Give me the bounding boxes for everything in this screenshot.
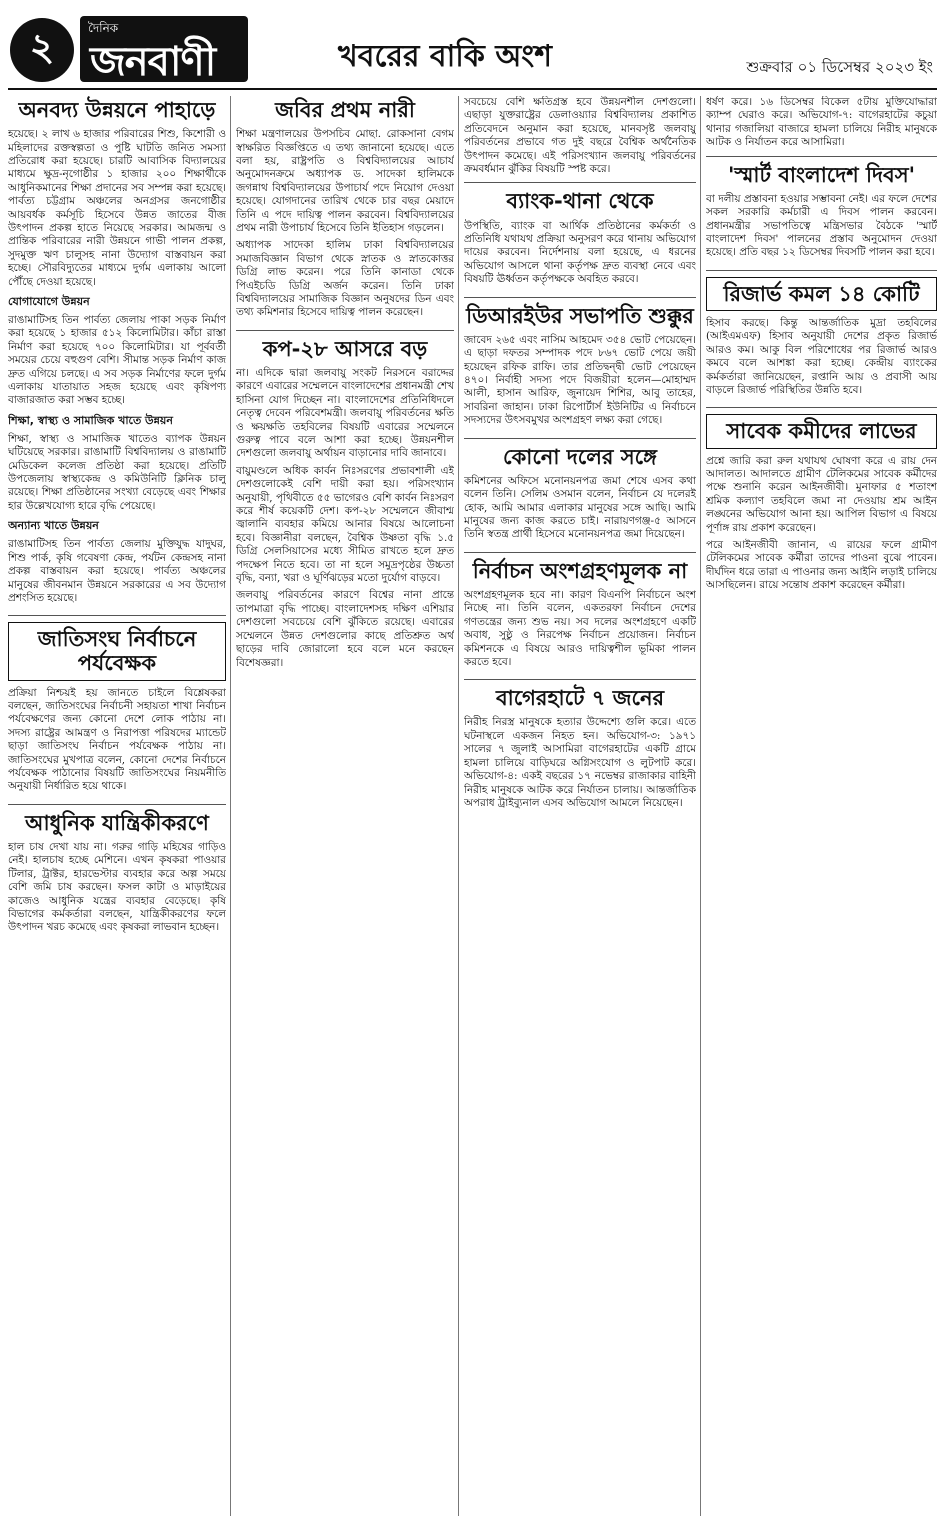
headline: 'স্মার্ট বাংলাদেশ দিবস'	[727, 162, 916, 187]
column-rule	[458, 96, 459, 1516]
subheading: অন্যান্য খাতে উন্নয়ন	[8, 519, 99, 533]
column-1	[8, 96, 226, 1516]
article-body: পরে আইনজীবী জানান, এ রায়ের ফলে গ্রামীণ টেলিকমের সাবেক কর্মীরা তাদের পাওনা বুঝে পাবেন। দীর্ঘদিন ধরে তারা এ পাওনার জন্য আইনি লড়াই চালিয়ে আসছিলেন। রায়ে সন্তোষ প্রকাশ করেছেন কর্মীরা।	[706, 538, 937, 592]
divider	[8, 615, 226, 616]
article-body: না। এদিকে দ্বারা জলবায়ু সংকট নিরসনে বরাদ্দের কারণে এবারের সম্মেলনে বাংলাদেশের প্রধানমন্ত্রী শেখ হাসিনা যোগ দিচ্ছেন না। বাংলাদেশের প্রতিনিধিদলে নেতৃত্ব দেবেন পরিবেশমন্ত্রী। জলবায়ু পরিবর্তনের ক্ষতি ও ক্ষয়ক্ষতি তহবিলের বিষয়টি এবারের সম্মেলনে গুরুত্ব পাবে বলে আশা করা হচ্ছে। উন্নয়নশীল দেশগুলো জলবায়ু অর্থায়ন বাড়ানোর দাবি জানাবে।	[236, 366, 454, 460]
column-2	[236, 96, 454, 1516]
subheading: যোগাযোগে উন্নয়ন	[8, 295, 90, 309]
article-body: জাবেদ ২৬৫ এবং নাসিম আহমেদ ৩৫৪ ভোট পেয়েছেন। এ ছাড়া দফতর সম্পাদক পদে ৮৬৭ ভোট পেয়ে জয়ী হয়েছেন রফিক রাফি। তার প্রতিদ্বন্দ্বী ভোট পেয়েছেন ৪৭০। নির্বাহী সদস্য পদে বিজয়ীরা হলেন—মোহাম্মদ আলী, হাসান আরিফ, জুনায়েদ শিশির, আবু তাহের, সাবরিনা জাহান। ঢাকা রিপোর্টার্স ইউনিটির এ নির্বাচনে সদস্যদের উৎসবমুখর অংশগ্রহণ লক্ষ্য করা গেছে।	[464, 333, 696, 427]
divider	[464, 438, 696, 439]
headline: সাবেক কমীদের লাভের	[706, 414, 937, 448]
subheading: শিক্ষা, স্বাস্থ্য ও সামাজিক খাতে উন্নয়ন	[8, 413, 173, 427]
headline: নির্বাচন অংশগ্রহণমূলক না	[472, 558, 688, 583]
issue-date: শুক্রবার ০১ ডিসেম্বর ২০২৩ ইং	[746, 58, 933, 76]
article-body: অধ্যাপক সাদেকা হালিম ঢাকা বিশ্ববিদ্যালয়ের সমাজবিজ্ঞান বিভাগ থেকে স্নাতক ও স্নাতকোত্তর ডিগ্রি লাভ করেন। পরে তিনি কানাডা থেকে পিএইচডি ডিগ্রি অর্জন করেন। তিনি ঢাকা বিশ্ববিদ্যালয়ের সামাজিক বিজ্ঞান অনুষদের ডিন এবং তথ্য কমিশনার হিসেবে দায়িত্ব পালন করেছেন।	[236, 239, 454, 319]
column-3	[464, 96, 696, 1516]
article-body: নিরীহ নিরস্ত্র মানুষকে হত্যার উদ্দেশ্যে গুলি করে। এতে ঘটনাস্থলে একজন নিহত হন। অভিযোগ-৩: ১৯৭১ সালের ৭ জুলাই আসামিরা বাগেরহাটের একটি গ্রামে হামলা চালিয়ে বাড়িঘরে অগ্নিসংযোগ ও লুটপাট করে। অভিযোগ-৪: একই বছরের ১৭ নভেম্বর রাজাকার বাহিনী নিরীহ মানুষকে আটক করে নির্যাতন চালায়। আন্তর্জাতিক অপরাধ ট্রাইব্যুনাল এসব অভিযোগ আমলে নিয়েছেন।	[464, 716, 696, 809]
section-title: খবরের বাকি অংশ	[338, 39, 552, 74]
article-dru-president	[464, 304, 696, 428]
column-4	[706, 96, 937, 1516]
divider	[236, 330, 454, 331]
article-body: জলবায়ু পরিবর্তনের কারণে বিশ্বের নানা প্রান্তে তাপমাত্রা বৃদ্ধি পাচ্ছে। বাংলাদেশসহ দক্ষিণ এশিয়ার দেশগুলো সবচেয়ে বেশি ঝুঁকিতে রয়েছে। এবারের সম্মেলনে উন্নত দেশগুলোর কাছে প্রতিশ্রুত অর্থ ছাড়ের দাবি জোরালো হবে বলে মনে করছেন বিশেষজ্ঞরা।	[236, 589, 454, 669]
headline: আধুনিক যান্ত্রিকীকরণে	[25, 810, 209, 835]
article-un-observer	[8, 622, 226, 794]
logo-name: জনবাণী	[90, 39, 216, 85]
article-body: রাঙামাটিসহ তিন পার্বত্য জেলায় পাকা সড়ক নির্মাণ করা হয়েছে ১ হাজার ৫১২ কিলোমিটার। কাঁচা রাস্তা নির্মাণ করা হয়েছে ৭০০ কিলোমিটার। যা পূর্ববর্তী সময়ের চেয়ে বহুগুণ বেশি। সীমান্ত সড়ক নির্মাণ কাজ দ্রুত এগিয়ে চলছে। এ সব সড়ক নির্মাণের ফলে দুর্গম এলাকায় যাতায়াত সহজ হয়েছে এবং কৃষিপণ্য বাজারজাত করা সম্ভব হচ্ছে।	[8, 314, 226, 407]
article-any-party	[464, 445, 696, 542]
article-election-not-inclusive	[464, 559, 696, 670]
masthead	[8, 8, 937, 90]
column-rule	[700, 96, 701, 1516]
divider	[464, 182, 696, 183]
headline: অনবদ্য উন্নয়নে পাহাড়ে	[18, 98, 216, 122]
headline: কপ-২৮ আসরে বড়	[262, 336, 428, 361]
article-body: শিক্ষা মন্ত্রণালয়ের উপসচিব মোছা. রোকসানা বেগম স্বাক্ষরিত বিজ্ঞপ্তিতে এ তথ্য জানানো হয়েছে। এতে বলা হয়, রাষ্ট্রপতি ও বিশ্ববিদ্যালয়ের আচার্য অনুমোদনক্রমে অধ্যাপক ড. সাদেকা হালিমকে জগন্নাথ বিশ্ববিদ্যালয়ের উপাচার্য পদে নিয়োগ দেওয়া হয়েছে। যোগদানের তারিখ থেকে চার বছর মেয়াদে তিনি এ পদে দায়িত্ব পালন করবেন। বিশ্ববিদ্যালয়ের প্রথম নারী উপাচার্য হিসেবে তিনি ইতিহাস গড়লেন।	[236, 128, 454, 234]
article-mechanization	[8, 811, 226, 935]
article-body: হাল চাষ দেখা যায় না। গরুর গাড়ি মহিষের গাড়িও নেই। হালচাষ হচ্ছে মেশিনে। এখন কৃষকরা পাওয়ার টিলার, ট্রাক্টর, হারভেস্টার ব্যবহার করে অল্প সময়ে বেশি জমি চাষ করছেন। ফসল কাটা ও মাড়াইয়ের কাজেও আধুনিক যন্ত্রের ব্যবহার বেড়েছে। কৃষি বিভাগের কর্মকর্তারা বলছেন, যান্ত্রিকীকরণের ফলে উৎপাদন খরচ কমেছে এবং কৃষকরা লাভবান হচ্ছেন।	[8, 841, 226, 934]
article-bagerhat	[464, 686, 696, 810]
article-bank-police	[464, 189, 696, 286]
page-number: ২	[10, 18, 74, 82]
newspaper-logo	[80, 16, 248, 85]
headline: ব্যাংক-থানা থেকে	[506, 189, 654, 214]
article-body: প্রক্রিয়া নিশ্চয়ই হয় জানতে চাইলে বিশ্লেষকরা বলছেন, জাতিসংঘের নির্বাচনী সহায়তা শাখা নির্বাচন পর্যবেক্ষণের জন্য কোনো দেশে লোক পাঠায় না। সদস্য রাষ্ট্রের আমন্ত্রণ ও নিরাপত্তা পরিষদের ম্যান্ডেট ছাড়া জাতিসংঘ নির্বাচন পর্যবেক্ষক পাঠায় না। জাতিসংঘের মুখপাত্র বলেন, কোনো দেশের নির্বাচনে পর্যবেক্ষক পাঠানোর বিষয়টি জাতিসংঘের নিয়মনীতি অনুযায়ী নির্ধারিত হয়ে থাকে।	[8, 686, 226, 793]
article-body: উপস্থিতি, ব্যাংক বা আর্থিক প্রতিষ্ঠানের কর্মকর্তা ও প্রতিনিধি যথাযথ প্রক্রিয়া অনুসরণ করে থানায় অভিযোগ দায়ের করবেন। নির্দেশনায় বলা হয়েছে, এ ধরনের অভিযোগ আসলে থানা কর্তৃপক্ষ দ্রুত ব্যবস্থা নেবে এবং বিষয়টি ঊর্ধ্বতন কর্তৃপক্ষকে অবহিত করবে।	[464, 219, 696, 286]
article-cop28	[236, 337, 454, 670]
divider	[706, 407, 937, 408]
divider	[464, 679, 696, 680]
article-body: সবচেয়ে বেশি ক্ষতিগ্রস্ত হবে উন্নয়নশীল দেশগুলো। এছাড়া যুক্তরাষ্ট্রের ডেলাওয়্যার বিশ্ববিদ্যালয় প্রকাশিত প্রতিবেদনে অনুমান করা হয়েছে, মানবসৃষ্ট জলবায়ু পরিবর্তনের প্রভাবে গত দুই বছরে বৈশ্বিক অর্থনৈতিক উৎপাদন কমেছে। এই পরিসংখ্যান জলবায়ু পরিবর্তনের ক্রমবর্ধমান ঝুঁকির বিষয়টি স্পষ্ট করে।	[464, 96, 696, 176]
column-rule	[230, 96, 231, 1516]
article-body: হয়েছে। ২ লাখ ৬ হাজার পরিবারের শিশু, কিশোরী ও মহিলাদের রক্তস্বল্পতা ও পুষ্টি ঘাটতি জনিত সমস্যা প্রতিরোধ করা হয়েছে। চারটি আবাসিক বিদ্যালয়ের মাধ্যমে ক্ষুদ্র-নৃগোষ্ঠীর ১ হাজার ২০০ শিক্ষার্থীকে আধুনিকমানের শিক্ষা প্রদানের সব সম্পন্ন করা হয়েছে। পার্বত্য চট্টগ্রাম অঞ্চলের অনগ্রসর জনগোষ্ঠীর আয়বর্ধক কর্মসূচি হিসেবে উন্নত জাতের বীজ উৎপাদন প্রকল্প হাতে নিয়েছে সরকার। আমজন্ম ও প্রান্তিক পরিবারের নারী উন্নয়নে গাভী পালন প্রকল্প, সুদমুক্ত ঋণ চালুসহ নানা উদ্যোগ বাস্তবায়ন করা হচ্ছে। সৌরবিদ্যুতের মাধ্যমে দুর্গম এলাকায় আলো পৌঁছে দেওয়া হয়েছে।	[8, 128, 226, 288]
headline: কোনো দলের সঙ্গে	[503, 444, 657, 469]
headline: রিজার্ভ কমল ১৪ কোটি	[706, 277, 937, 311]
headline: ডিআরইউর সভাপতি শুক্কুর	[466, 303, 694, 328]
article-smart-bangladesh-day	[706, 163, 937, 260]
article-body: কমিশনের অফিসে মনোনয়নপত্র জমা শেষে এসব কথা বলেন তিনি। সেলিম ওসমান বলেন, নির্বাচন যে দলেরই হোক, আমি আমার এলাকার মানুষের সঙ্গে আছি। আমি মানুষের জন্য কাজ করতে চাই। নারায়ণগঞ্জ-৫ আসনে তিনি স্বতন্ত্র প্রার্থী হিসেবে মনোনয়নপত্র জমা দিয়েছেন।	[464, 474, 696, 541]
article-body: প্রশ্নে জারি করা রুল যথাযথ ঘোষণা করে এ রায় দেন আদালত। আদালতে গ্রামীণ টেলিকমের সাবেক কর্মীদের পক্ষে শুনানি করেন আইনজীবী। মুনাফার ৫ শতাংশ শ্রমিক কল্যাণ তহবিলে জমা না দেওয়ায় শ্রম আইন লঙ্ঘনের অভিযোগ আনা হয়। আপিল বিভাগ এ বিষয়ে পূর্ণাঙ্গ রায় প্রকাশ করেছেন।	[706, 454, 937, 534]
article-body: রাঙামাটিসহ তিন পার্বত্য জেলায় মুক্তিযুদ্ধ যাদুঘর, শিশু পার্ক, কৃষি গবেষণা কেন্দ্র, পর্যটন কেন্দ্রসহ নানা প্রকল্প বাস্তবায়ন করা হয়েছে। পার্বত্য অঞ্চলের মানুষের জীবনমান উন্নয়নে সরকারের এ সব উদ্যোগ প্রশংসিত হয়েছে।	[8, 538, 226, 604]
article-body: বায়ুমণ্ডলে অধিক কার্বন নিঃসরণের প্রভাবশালী এই দেশগুলোকেই বেশি দায়ী করা হয়। পরিসংখ্যান অনুযায়ী, পৃথিবীতে ৫৫ ভাগেরও বেশি কার্বন নিঃসরণ করে শীর্ষ কয়েকটি দেশ। কপ-২৮ সম্মেলনে জীবাশ্ম জ্বালানি ব্যবহার কমিয়ে আনার বিষয়ে আলোচনা হবে। বিজ্ঞানীরা বলছেন, বৈশ্বিক উষ্ণতা বৃদ্ধি ১.৫ ডিগ্রি সেলসিয়াসের মধ্যে সীমিত রাখতে হলে দ্রুত পদক্ষেপ নিতে হবে। তা না হলে সমুদ্রপৃষ্ঠের উচ্চতা বৃদ্ধি, বন্যা, খরা ও ঘূর্ণিঝড়ের মতো দুর্যোগ বাড়বে।	[236, 464, 454, 585]
divider	[8, 804, 226, 805]
logo-daily-label: দৈনিক	[88, 21, 119, 35]
article-hill-development	[8, 98, 226, 605]
divider	[706, 270, 937, 271]
article-body: ধর্ষণ করে। ১৬ ডিসেম্বর বিকেল ৫টায় মুক্তিযোদ্ধারা ক্যাম্প ঘেরাও করে। অভিযোগ-৭: বাগেরহাটের কচুয়া থানার গজালিয়া বাজারে হামলা চালিয়ে নিরীহ মানুষকে আটক ও নির্যাতন করে আসামিরা।	[706, 96, 937, 149]
divider	[464, 552, 696, 553]
article-body: বা দলীয় প্রস্তাবনা হওয়ার সম্ভাবনা নেই। এর ফলে দেশের সকল সরকারি কর্মচারী এ দিবস পালন করবেন। প্রধানমন্ত্রীর সভাপতিত্বে মন্ত্রিসভার বৈঠকে 'স্মার্ট বাংলাদেশ দিবস' পালনের প্রস্তাব অনুমোদন দেওয়া হয়েছে। প্রতি বছর ১২ ডিসেম্বর দিবসটি পালন করা হবে।	[706, 192, 937, 259]
article-body: শিক্ষা, স্বাস্থ্য ও সামাজিক খাতেও ব্যাপক উন্নয়ন ঘটিয়েছে সরকার। রাঙামাটি বিশ্ববিদ্যালয় ও রাঙামাটি মেডিকেল কলেজ প্রতিষ্ঠা করা হয়েছে। প্রতিটি উপজেলায় স্বাস্থ্যকেন্দ্র ও কমিউনিটি ক্লিনিক চালু রয়েছে। শিক্ষা প্রতিষ্ঠানের সংখ্যা বেড়েছে এবং শিক্ষার হার উল্লেখযোগ্য হারে বৃদ্ধি পেয়েছে।	[8, 432, 226, 512]
divider	[464, 297, 696, 298]
article-body: অংশগ্রহণমূলক হবে না। কারণ বিএনপি নির্বাচনে অংশ নিচ্ছে না। তিনি বলেন, একতরফা নির্বাচন দেশের গণতন্ত্রের জন্য শুভ নয়। সব দলের অংশগ্রহণে একটি অবাধ, সুষ্ঠু ও নিরপেক্ষ নির্বাচন প্রয়োজন। নির্বাচন কমিশনকে এ বিষয়ে আরও দায়িত্বশীল ভূমিকা পালন করতে হবে।	[464, 588, 696, 668]
article-reserve	[706, 277, 937, 398]
headline: বাগেরহাটে ৭ জনের	[495, 686, 665, 711]
article-body: হিসাব করছে। কিন্তু আন্তর্জাতিক মুদ্রা তহবিলের (আইএমএফ) হিসাব অনুযায়ী দেশের প্রকৃত রিজার্ভ আরও কম। আকু বিল পরিশোধের পর রিজার্ভ আরও কমবে বলে আশঙ্কা করা হচ্ছে। কেন্দ্রীয় ব্যাংকের কর্মকর্তারা জানিয়েছেন, রপ্তানি আয় ও প্রবাসী আয় বাড়লে রিজার্ভ পরিস্থিতির উন্নতি হবে।	[706, 316, 937, 396]
article-former-workers-profit	[706, 414, 937, 592]
headline: জাতিসংঘ নির্বাচনে পর্যবেক্ষক	[8, 622, 226, 680]
divider	[706, 156, 937, 157]
article-jnu-first-woman	[236, 98, 454, 320]
headline: জবির প্রথম নারী	[275, 98, 415, 122]
